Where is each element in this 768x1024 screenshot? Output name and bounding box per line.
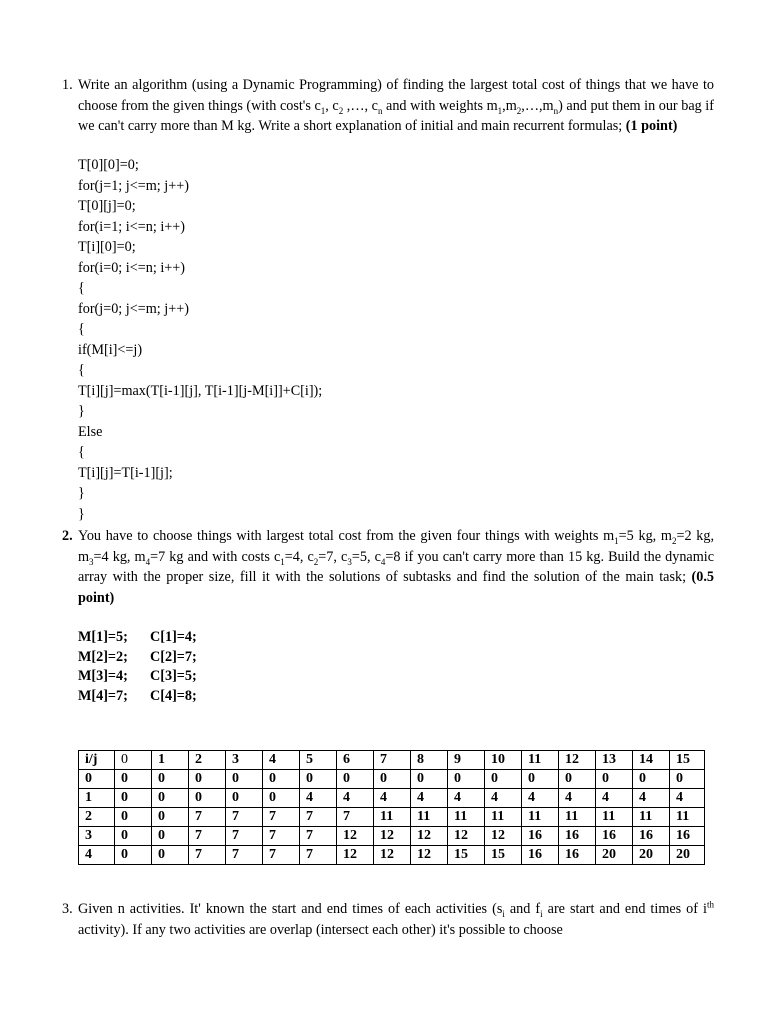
table-cell: 4 xyxy=(411,789,448,808)
code-line: { xyxy=(78,362,85,378)
table-cell: 0 xyxy=(337,770,374,789)
table-cell: 12 xyxy=(448,827,485,846)
problem-1-number: 1. xyxy=(62,77,73,93)
table-cell: 12 xyxy=(374,827,411,846)
table-cell: 4 xyxy=(300,789,337,808)
table-column-header: 6 xyxy=(337,751,374,770)
table-cell: 0 xyxy=(115,808,152,827)
table-cell: 20 xyxy=(670,846,705,865)
table-cell: 0 xyxy=(152,770,189,789)
code-line: } xyxy=(78,403,85,419)
code-line: for(i=0; i<=n; i++) xyxy=(78,259,185,276)
problem-1-points: (1 point) xyxy=(625,118,678,134)
problem-2-text: You have to choose things with largest total cost from the given four things with weights $m_1=5$ kg, $m_2=2$ kg, $m_3=4$ kg, $m_4=7$ kg and with costs $c_1=4$, $c_2=7$, $c_3=5$, $c_4=8$ if you can't carry more than 15 kg. Build the dynamic array with the proper size, fill it with the solutions of subtasks and find the solution of the main task; (0.5 point) xyxy=(78,528,714,606)
table-cell: 0 xyxy=(448,770,485,789)
problem-3-number: 3. xyxy=(62,901,73,917)
table-cell: 15 xyxy=(448,846,485,865)
table-cell: 7 xyxy=(189,846,226,865)
table-cell: 16 xyxy=(559,846,596,865)
table-cell: 20 xyxy=(596,846,633,865)
code-line: Else xyxy=(78,423,103,440)
table-cell: 0 xyxy=(411,770,448,789)
table-cell: 11 xyxy=(411,808,448,827)
table-cell: 0 xyxy=(152,846,189,865)
problem-3-text: Given n activities. It' known the start and end times of each activities ($s_i$ and $f_i$ are start and end times of $i^{th}$ activity). If any two activities are overlap (intersect each other) it's possible to choose xyxy=(78,899,714,938)
table-cell: 0 xyxy=(522,770,559,789)
table-cell: 7 xyxy=(300,846,337,865)
table-cell: 0 xyxy=(115,827,152,846)
table-corner-cell: i/j xyxy=(79,751,115,770)
table-cell: 0 xyxy=(374,770,411,789)
table-cell: 0 xyxy=(152,808,189,827)
table-cell: 0 xyxy=(152,827,189,846)
cost-value: C[4]=8; xyxy=(150,687,197,704)
code-line: T[0][0]=0; xyxy=(78,157,139,173)
problem-2-number: 2. xyxy=(62,528,73,544)
table-cell: 7 xyxy=(300,827,337,846)
table-column-header: 5 xyxy=(300,751,337,770)
code-line: { xyxy=(78,444,85,460)
code-line: if(M[i]<=j) xyxy=(78,341,143,358)
table-column-header: 7 xyxy=(374,751,411,770)
problem-2 xyxy=(62,526,714,608)
table-column-header: 1 xyxy=(152,751,189,770)
table-column-header: 13 xyxy=(596,751,633,770)
table-column-header: 15 xyxy=(670,751,705,770)
cost-value: C[1]=4; xyxy=(150,629,197,645)
weight-value: M[4]=7; xyxy=(78,687,128,704)
table-cell: 0 xyxy=(263,770,300,789)
table-row xyxy=(79,846,705,865)
table-cell: 0 xyxy=(263,789,300,808)
table-cell: 4 xyxy=(337,789,374,808)
table-column-header: 14 xyxy=(633,751,670,770)
algorithm-code xyxy=(78,155,322,524)
table-cell: 4 xyxy=(374,789,411,808)
table-cell: 11 xyxy=(374,808,411,827)
table-column-header: 3 xyxy=(226,751,263,770)
table-cell: 11 xyxy=(596,808,633,827)
table-cell: 0 xyxy=(596,770,633,789)
table-cell: 0 xyxy=(189,770,226,789)
parameter-row xyxy=(78,687,197,707)
table-cell: 4 xyxy=(559,789,596,808)
table-column-header: 9 xyxy=(448,751,485,770)
table-cell: 11 xyxy=(670,808,705,827)
table-cell: 12 xyxy=(411,827,448,846)
table-cell: 0 xyxy=(670,770,705,789)
code-line: for(j=0; j<=m; j++) xyxy=(78,300,189,317)
table-row xyxy=(79,770,705,789)
table-cell: 12 xyxy=(411,846,448,865)
weight-value: M[2]=2; xyxy=(78,648,128,665)
table-cell: 0 xyxy=(226,770,263,789)
table-cell: 16 xyxy=(522,827,559,846)
table-cell: 0 xyxy=(115,846,152,865)
parameter-row xyxy=(78,667,197,687)
table-cell: 7 xyxy=(263,808,300,827)
code-line: for(i=1; i<=n; i++) xyxy=(78,218,185,235)
code-line: T[i][j]=max(T[i-1][j], T[i-1][j-M[i]]+C[i]); xyxy=(78,382,323,399)
table-column-header: 10 xyxy=(485,751,522,770)
problem-2-points: (0.5 point) xyxy=(78,569,714,606)
table-cell: 7 xyxy=(263,846,300,865)
table-cell: 12 xyxy=(337,846,374,865)
table-cell: 7 xyxy=(337,808,374,827)
table-cell: 12 xyxy=(485,827,522,846)
table-row-header: 3 xyxy=(79,827,115,846)
table-cell: 11 xyxy=(522,808,559,827)
weight-value: M[1]=5; xyxy=(78,629,128,645)
table-cell: 4 xyxy=(596,789,633,808)
table-column-header: 2 xyxy=(189,751,226,770)
table-cell: 0 xyxy=(189,789,226,808)
code-line: { xyxy=(78,280,85,296)
dp-table xyxy=(78,750,705,865)
table-cell: 0 xyxy=(300,770,337,789)
table-cell: 7 xyxy=(226,827,263,846)
table-column-header: 12 xyxy=(559,751,596,770)
table-cell: 4 xyxy=(485,789,522,808)
table-column-header: 4 xyxy=(263,751,300,770)
table-cell: 11 xyxy=(485,808,522,827)
table-row-header: 4 xyxy=(79,846,115,865)
table-cell: 16 xyxy=(559,827,596,846)
problem-1-text: Write an algorithm (using a Dynamic Programming) of finding the largest total cost of things that we have to choose from the given things (with cost's $c_1$, $c_2$ ,…, $c_n$ and with weights $m_1,m_2,\dots,m_n$) and put them in our bag if we can't carry more than M kg. Write a short explanation of initial and main recurrent formulas; (1 point) xyxy=(78,77,714,134)
table-cell: 4 xyxy=(670,789,705,808)
table-cell: 15 xyxy=(485,846,522,865)
table-cell: 4 xyxy=(633,789,670,808)
code-line: T[i][j]=T[i-1][j]; xyxy=(78,464,173,481)
table-cell: 0 xyxy=(226,789,263,808)
code-line: { xyxy=(78,321,85,337)
problem-3 xyxy=(62,899,714,940)
problem-1 xyxy=(62,75,714,137)
table-cell: 20 xyxy=(633,846,670,865)
table-cell: 16 xyxy=(633,827,670,846)
code-line: T[i][0]=0; xyxy=(78,239,136,255)
table-cell: 16 xyxy=(670,827,705,846)
table-cell: 0 xyxy=(559,770,596,789)
table-cell: 16 xyxy=(522,846,559,865)
table-row-header: 0 xyxy=(79,770,115,789)
table-cell: 16 xyxy=(596,827,633,846)
table-row xyxy=(79,789,705,808)
table-column-header: 11 xyxy=(522,751,559,770)
table-cell: 4 xyxy=(448,789,485,808)
table-column-header: 0 xyxy=(115,751,152,770)
table-cell: 0 xyxy=(152,789,189,808)
table-cell: 7 xyxy=(226,808,263,827)
table-row-header: 1 xyxy=(79,789,115,808)
cost-value: C[3]=5; xyxy=(150,668,197,684)
table-cell: 11 xyxy=(633,808,670,827)
table-cell: 0 xyxy=(115,770,152,789)
table-cell: 11 xyxy=(559,808,596,827)
table-cell: 12 xyxy=(374,846,411,865)
table-cell: 7 xyxy=(226,846,263,865)
table-cell: 0 xyxy=(633,770,670,789)
table-cell: 7 xyxy=(300,808,337,827)
code-line: T[0][j]=0; xyxy=(78,198,136,214)
table-cell: 7 xyxy=(189,808,226,827)
table-cell: 12 xyxy=(337,827,374,846)
table-row xyxy=(79,808,705,827)
code-line: } xyxy=(78,505,85,522)
table-cell: 0 xyxy=(115,789,152,808)
table-header-row xyxy=(79,751,705,770)
parameter-list xyxy=(78,628,197,706)
cost-value: C[2]=7; xyxy=(150,648,197,665)
table-row xyxy=(79,827,705,846)
code-line: } xyxy=(78,485,85,501)
table-cell: 7 xyxy=(263,827,300,846)
parameter-row xyxy=(78,628,197,648)
code-line: for(j=1; j<=m; j++) xyxy=(78,177,189,194)
weight-value: M[3]=4; xyxy=(78,668,128,684)
table-cell: 4 xyxy=(522,789,559,808)
table-column-header: 8 xyxy=(411,751,448,770)
parameter-row xyxy=(78,648,197,668)
table-row-header: 2 xyxy=(79,808,115,827)
table-cell: 0 xyxy=(485,770,522,789)
table-cell: 11 xyxy=(448,808,485,827)
table-cell: 7 xyxy=(189,827,226,846)
